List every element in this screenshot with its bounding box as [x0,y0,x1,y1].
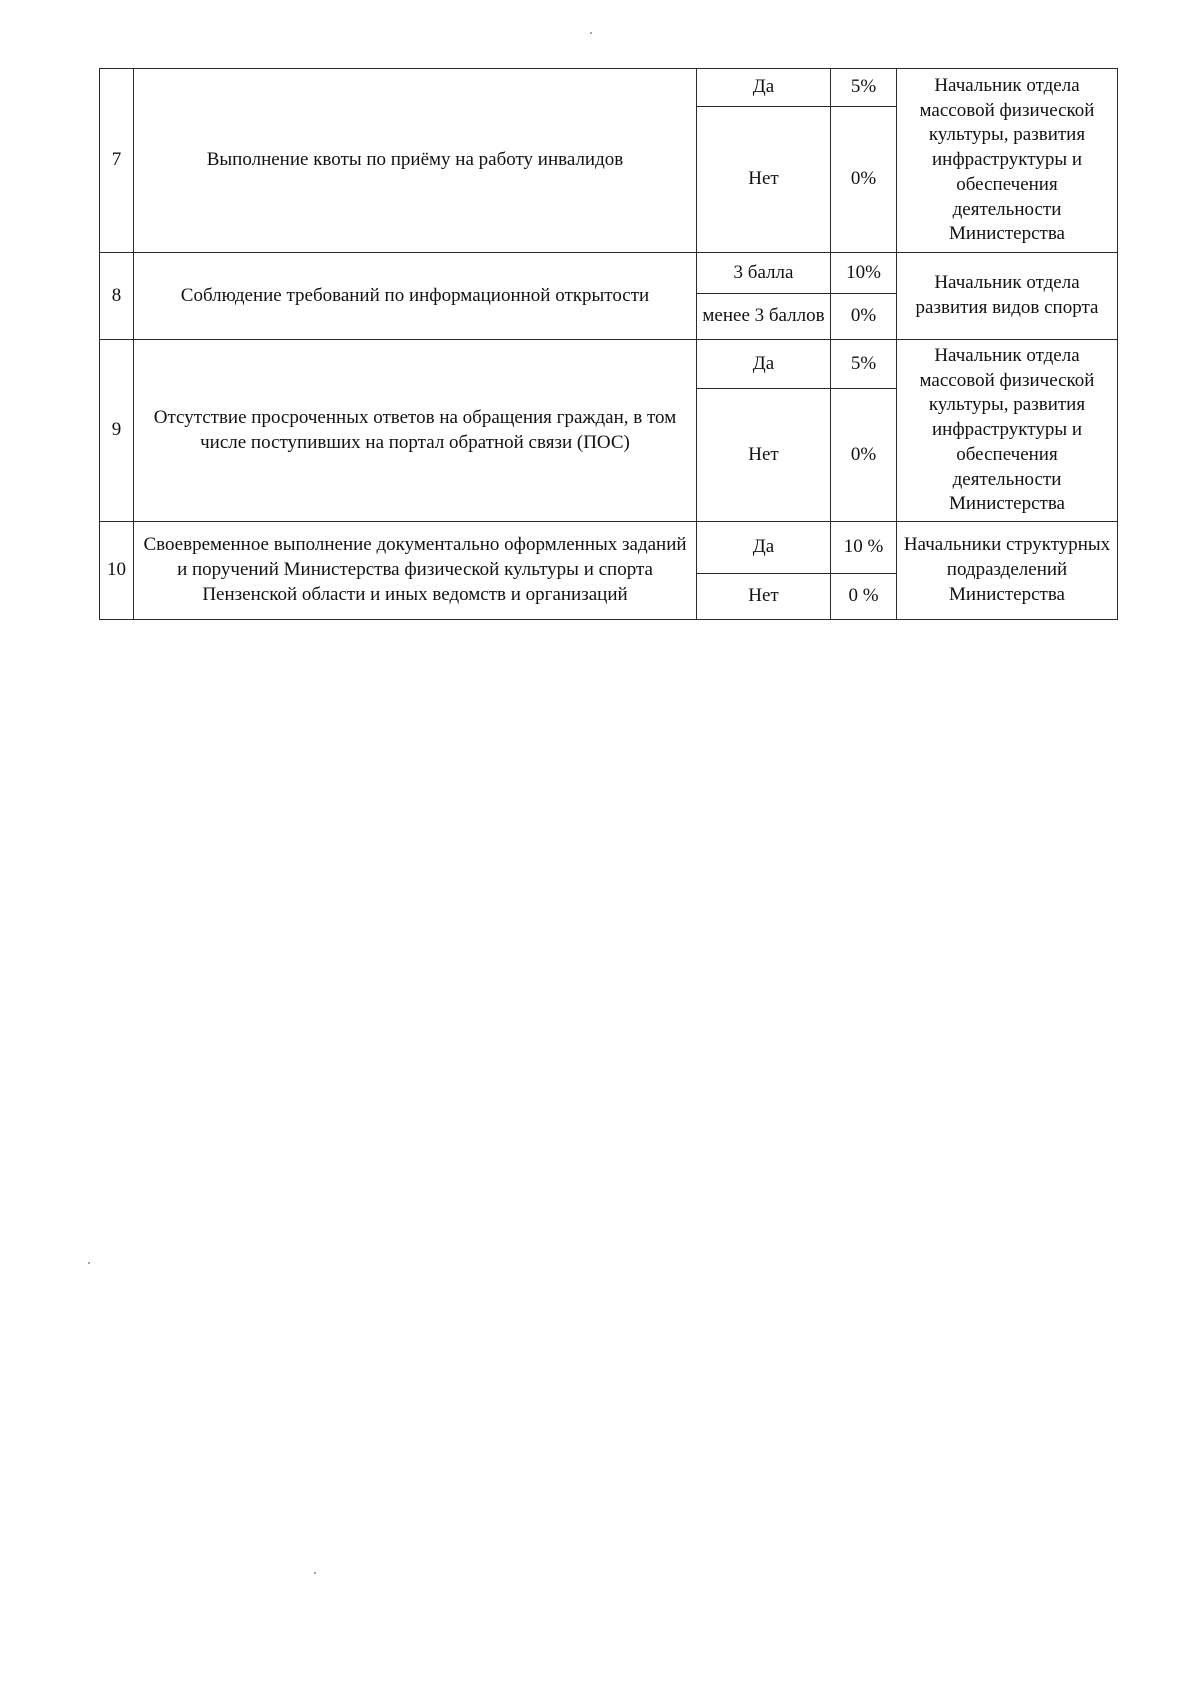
percent-cell: 0% [831,294,897,340]
scan-speck [88,1262,90,1264]
scan-speck [590,32,592,34]
row-number: 10 [100,522,134,620]
table-row [100,340,1118,389]
answer-cell: Да [697,522,831,574]
answer-cell: 3 балла [697,253,831,294]
criterion-cell: Отсутствие просроченных ответов на обращения граждан, в том числе поступивших на портал обратной связи (ПОС) [134,340,697,522]
percent-cell: 0% [831,389,897,522]
answer-cell: Да [697,69,831,107]
table-row [100,69,1118,107]
row-number: 7 [100,69,134,253]
percent-cell: 5% [831,340,897,389]
table-row [100,253,1118,294]
responsible-cell: Начальники структурных подразделений Министерства [897,522,1118,620]
answer-cell: Нет [697,389,831,522]
criterion-cell: Соблюдение требований по информационной открытости [134,253,697,340]
percent-cell: 10% [831,253,897,294]
table-row [100,522,1118,574]
criterion-cell: Выполнение квоты по приёму на работу инвалидов [134,69,697,253]
answer-cell: Нет [697,574,831,620]
criteria-table [99,68,1118,620]
responsible-cell: Начальник отдела развития видов спорта [897,253,1118,340]
percent-cell: 0% [831,107,897,253]
criterion-cell: Своевременное выполнение документально оформленных заданий и поручений Министерства физической культуры и спорта Пензенской области и иных ведомств и организаций [134,522,697,620]
responsible-cell: Начальник отдела массовой физической культуры, развития инфраструктуры и обеспечения деятельности Министерства [897,340,1118,522]
percent-cell: 10 % [831,522,897,574]
row-number: 8 [100,253,134,340]
answer-cell: Нет [697,107,831,253]
responsible-cell: Начальник отдела массовой физической культуры, развития инфраструктуры и обеспечения деятельности Министерства [897,69,1118,253]
answer-cell: менее 3 баллов [697,294,831,340]
answer-cell: Да [697,340,831,389]
percent-cell: 0 % [831,574,897,620]
scan-speck [314,1572,316,1574]
percent-cell: 5% [831,69,897,107]
row-number: 9 [100,340,134,522]
